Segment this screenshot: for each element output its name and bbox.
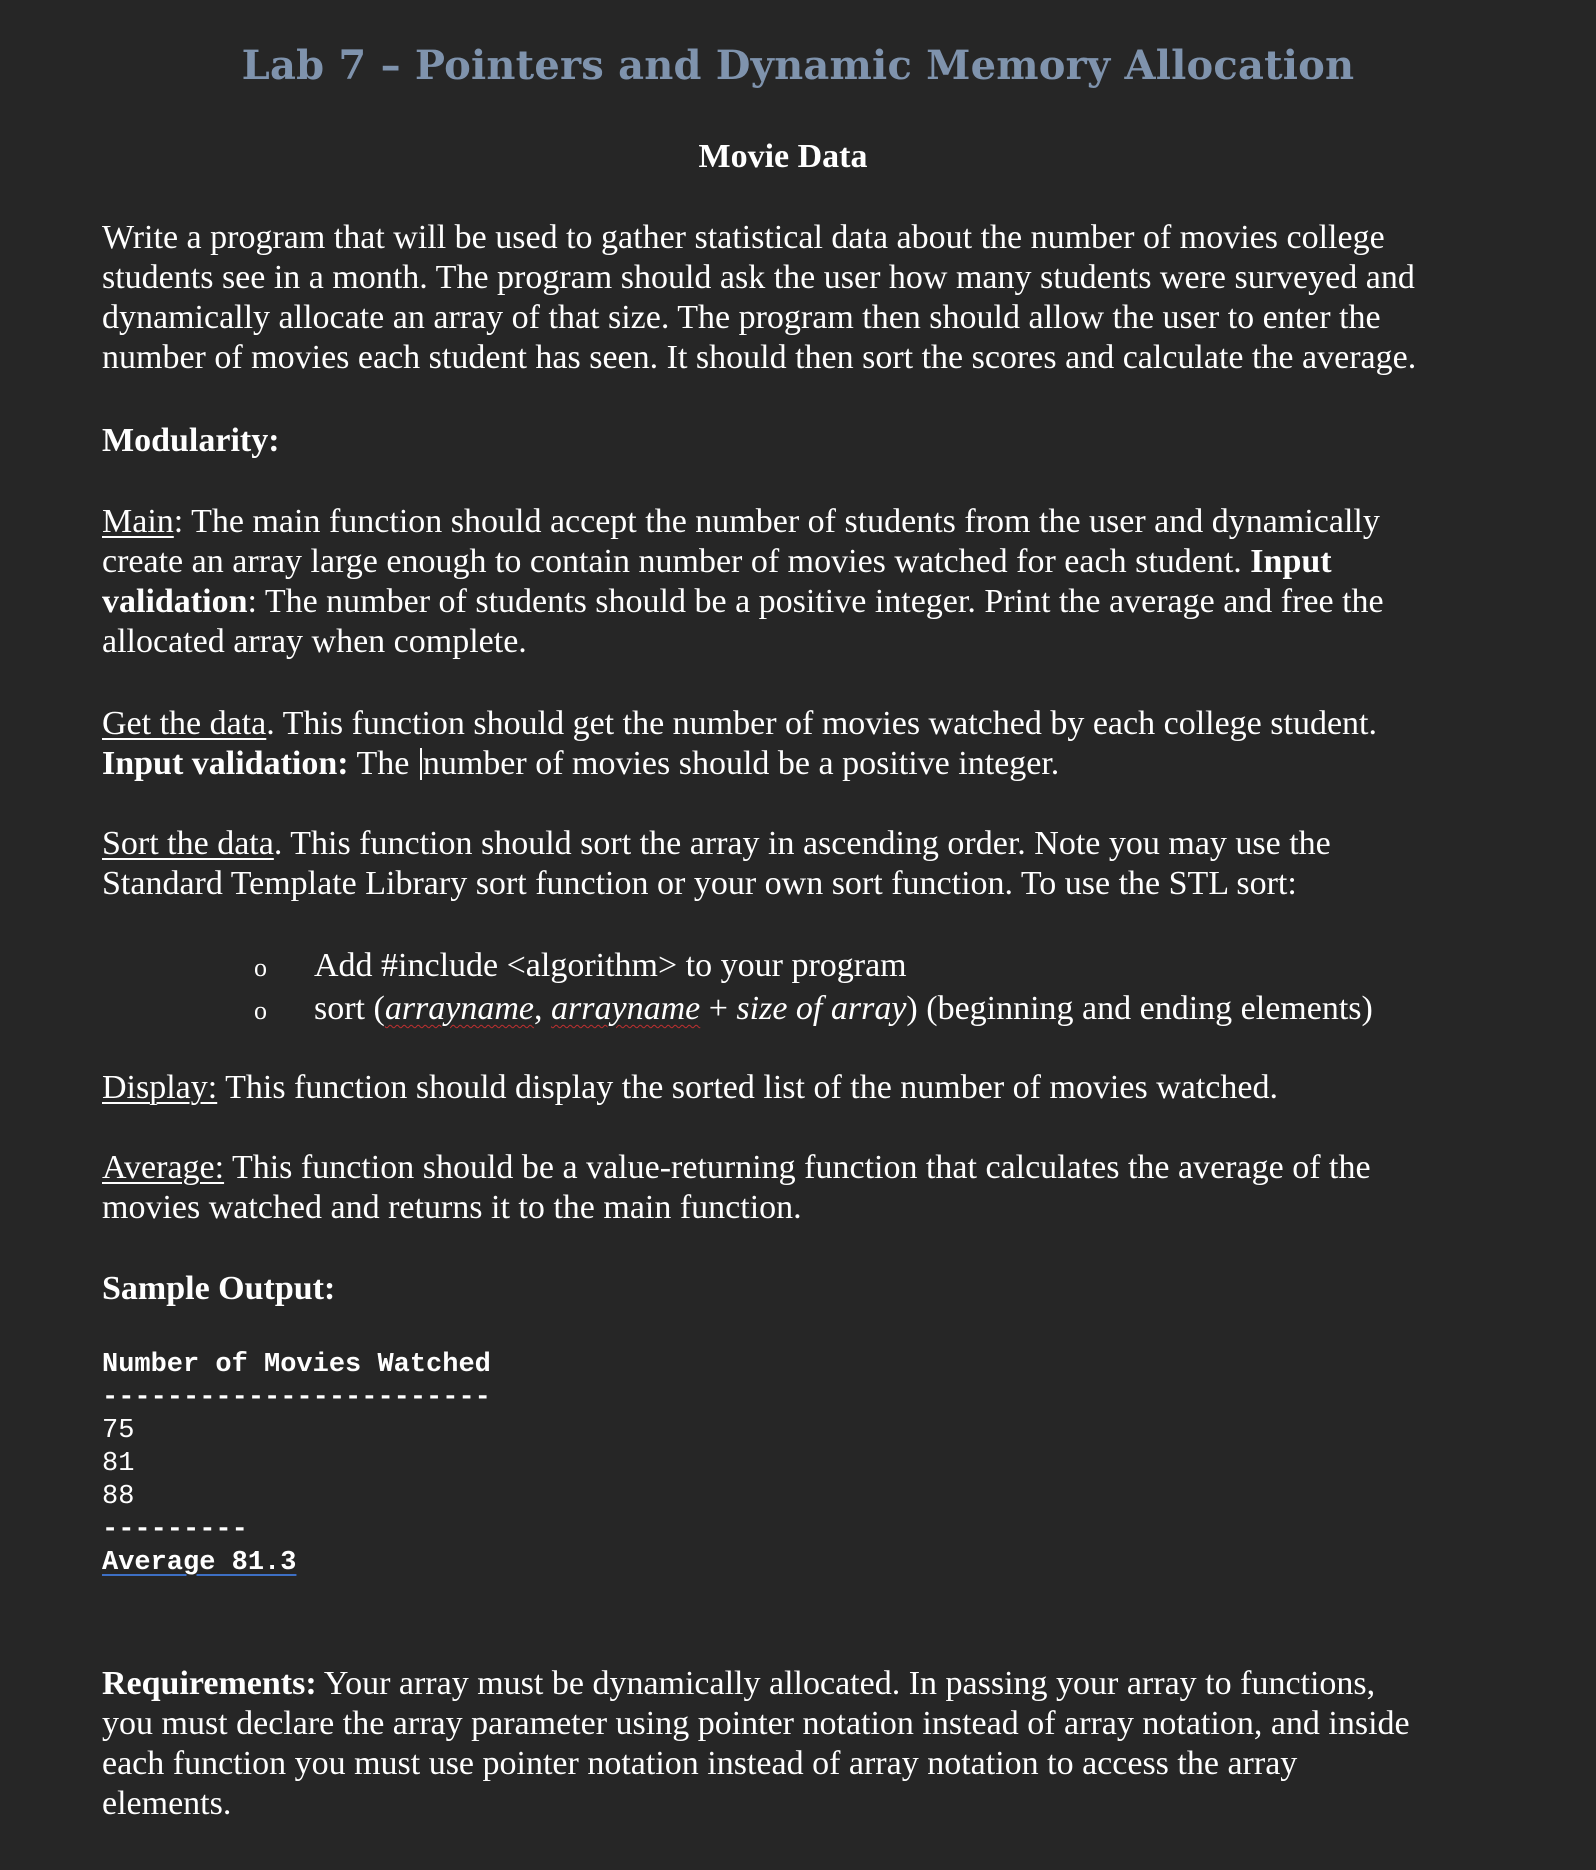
requirements-text: Your array must be dynamically allocated. In passing your array to functions, bbox=[316, 1665, 1376, 1702]
average-text: movies watched and returns it to the main function. bbox=[102, 1189, 802, 1226]
page-title: Lab 7 – Pointers and Dynamic Memory Allocation bbox=[241, 42, 1355, 89]
output-separator: ------------------------ bbox=[102, 1383, 491, 1413]
display-label: Display: bbox=[102, 1069, 218, 1106]
main-text: : The main function should accept the number of students from the user and dynamically bbox=[173, 503, 1380, 540]
modularity-heading: Modularity: bbox=[102, 422, 280, 459]
get-data-section bbox=[102, 704, 1377, 784]
input-validation-bold: Input bbox=[1250, 543, 1332, 580]
section-title: Movie Data bbox=[698, 138, 868, 175]
intro-line: dynamically allocate an array of that size. The program then should allow the user to enter the bbox=[102, 299, 1381, 336]
sample-output-block bbox=[102, 1349, 491, 1580]
output-separator: --------- bbox=[102, 1515, 248, 1545]
main-text: create an array large enough to contain number of movies watched for each student. bbox=[102, 543, 1251, 580]
main-text: allocated array when complete. bbox=[102, 623, 527, 660]
output-value: 88 bbox=[102, 1482, 135, 1512]
text-cursor bbox=[420, 748, 422, 780]
get-data-text: number of movies should be a positive integer. bbox=[422, 745, 1060, 782]
sample-output-heading: Sample Output: bbox=[102, 1270, 336, 1307]
input-validation-bold: Input validation: bbox=[102, 745, 349, 782]
requirements-text: each function you must use pointer notation instead of array notation to access the array bbox=[102, 1745, 1298, 1782]
intro-paragraph bbox=[102, 218, 1416, 378]
bullet-marker: o bbox=[254, 996, 267, 1025]
output-value: 81 bbox=[102, 1449, 135, 1479]
intro-line: number of movies each student has seen. It should then sort the scores and calculate the average. bbox=[102, 339, 1417, 376]
requirements-section bbox=[102, 1664, 1410, 1824]
list-item bbox=[254, 945, 1373, 988]
main-label: Main bbox=[102, 503, 174, 540]
requirements-text: you must declare the array parameter using pointer notation instead of array notation, and inside bbox=[102, 1705, 1410, 1742]
display-text: This function should display the sorted list of the number of movies watched. bbox=[217, 1069, 1278, 1106]
output-average: Average 81.3 bbox=[102, 1548, 297, 1578]
arrayname-term: arrayname bbox=[384, 990, 535, 1027]
bullet-text: Add #include <algorithm> to your program bbox=[314, 947, 907, 984]
intro-line: students see in a month. The program should ask the user how many students were surveyed and bbox=[102, 259, 1415, 296]
sort-data-text: . This function should sort the array in ascending order. Note you may use the bbox=[273, 825, 1331, 862]
average-label: Average: bbox=[102, 1149, 225, 1186]
requirements-label: Requirements: bbox=[102, 1665, 317, 1702]
get-data-text: The bbox=[348, 745, 418, 782]
get-data-text: . This function should get the number of movies watched by each college student. bbox=[266, 705, 1377, 742]
sort-data-section bbox=[102, 824, 1331, 904]
output-header: Number of Movies Watched bbox=[102, 1350, 491, 1380]
display-section bbox=[102, 1068, 1278, 1108]
sort-data-label: Sort the data bbox=[102, 825, 274, 862]
intro-line: Write a program that will be used to gather statistical data about the number of movies college bbox=[102, 219, 1385, 256]
input-validation-bold: validation bbox=[102, 583, 248, 620]
requirements-text: elements. bbox=[102, 1785, 232, 1822]
output-value: 75 bbox=[102, 1416, 135, 1446]
main-section bbox=[102, 502, 1384, 662]
main-text: : The number of students should be a positive integer. Print the average and free the bbox=[247, 583, 1384, 620]
size-term: size of array bbox=[736, 990, 907, 1027]
bullet-text: sort (arrayname, arrayname + size of array) (beginning and ending elements) bbox=[314, 990, 1373, 1027]
get-data-label: Get the data bbox=[102, 705, 267, 742]
bullet-marker: o bbox=[254, 953, 267, 982]
average-text: This function should be a value-returning function that calculates the average of the bbox=[224, 1149, 1371, 1186]
arrayname-term: arrayname bbox=[551, 990, 701, 1027]
sort-bullet-list bbox=[254, 945, 1373, 1031]
sort-data-text: Standard Template Library sort function or your own sort function. To use the STL sort: bbox=[102, 865, 1297, 902]
average-section bbox=[102, 1148, 1371, 1228]
list-item bbox=[254, 988, 1373, 1031]
